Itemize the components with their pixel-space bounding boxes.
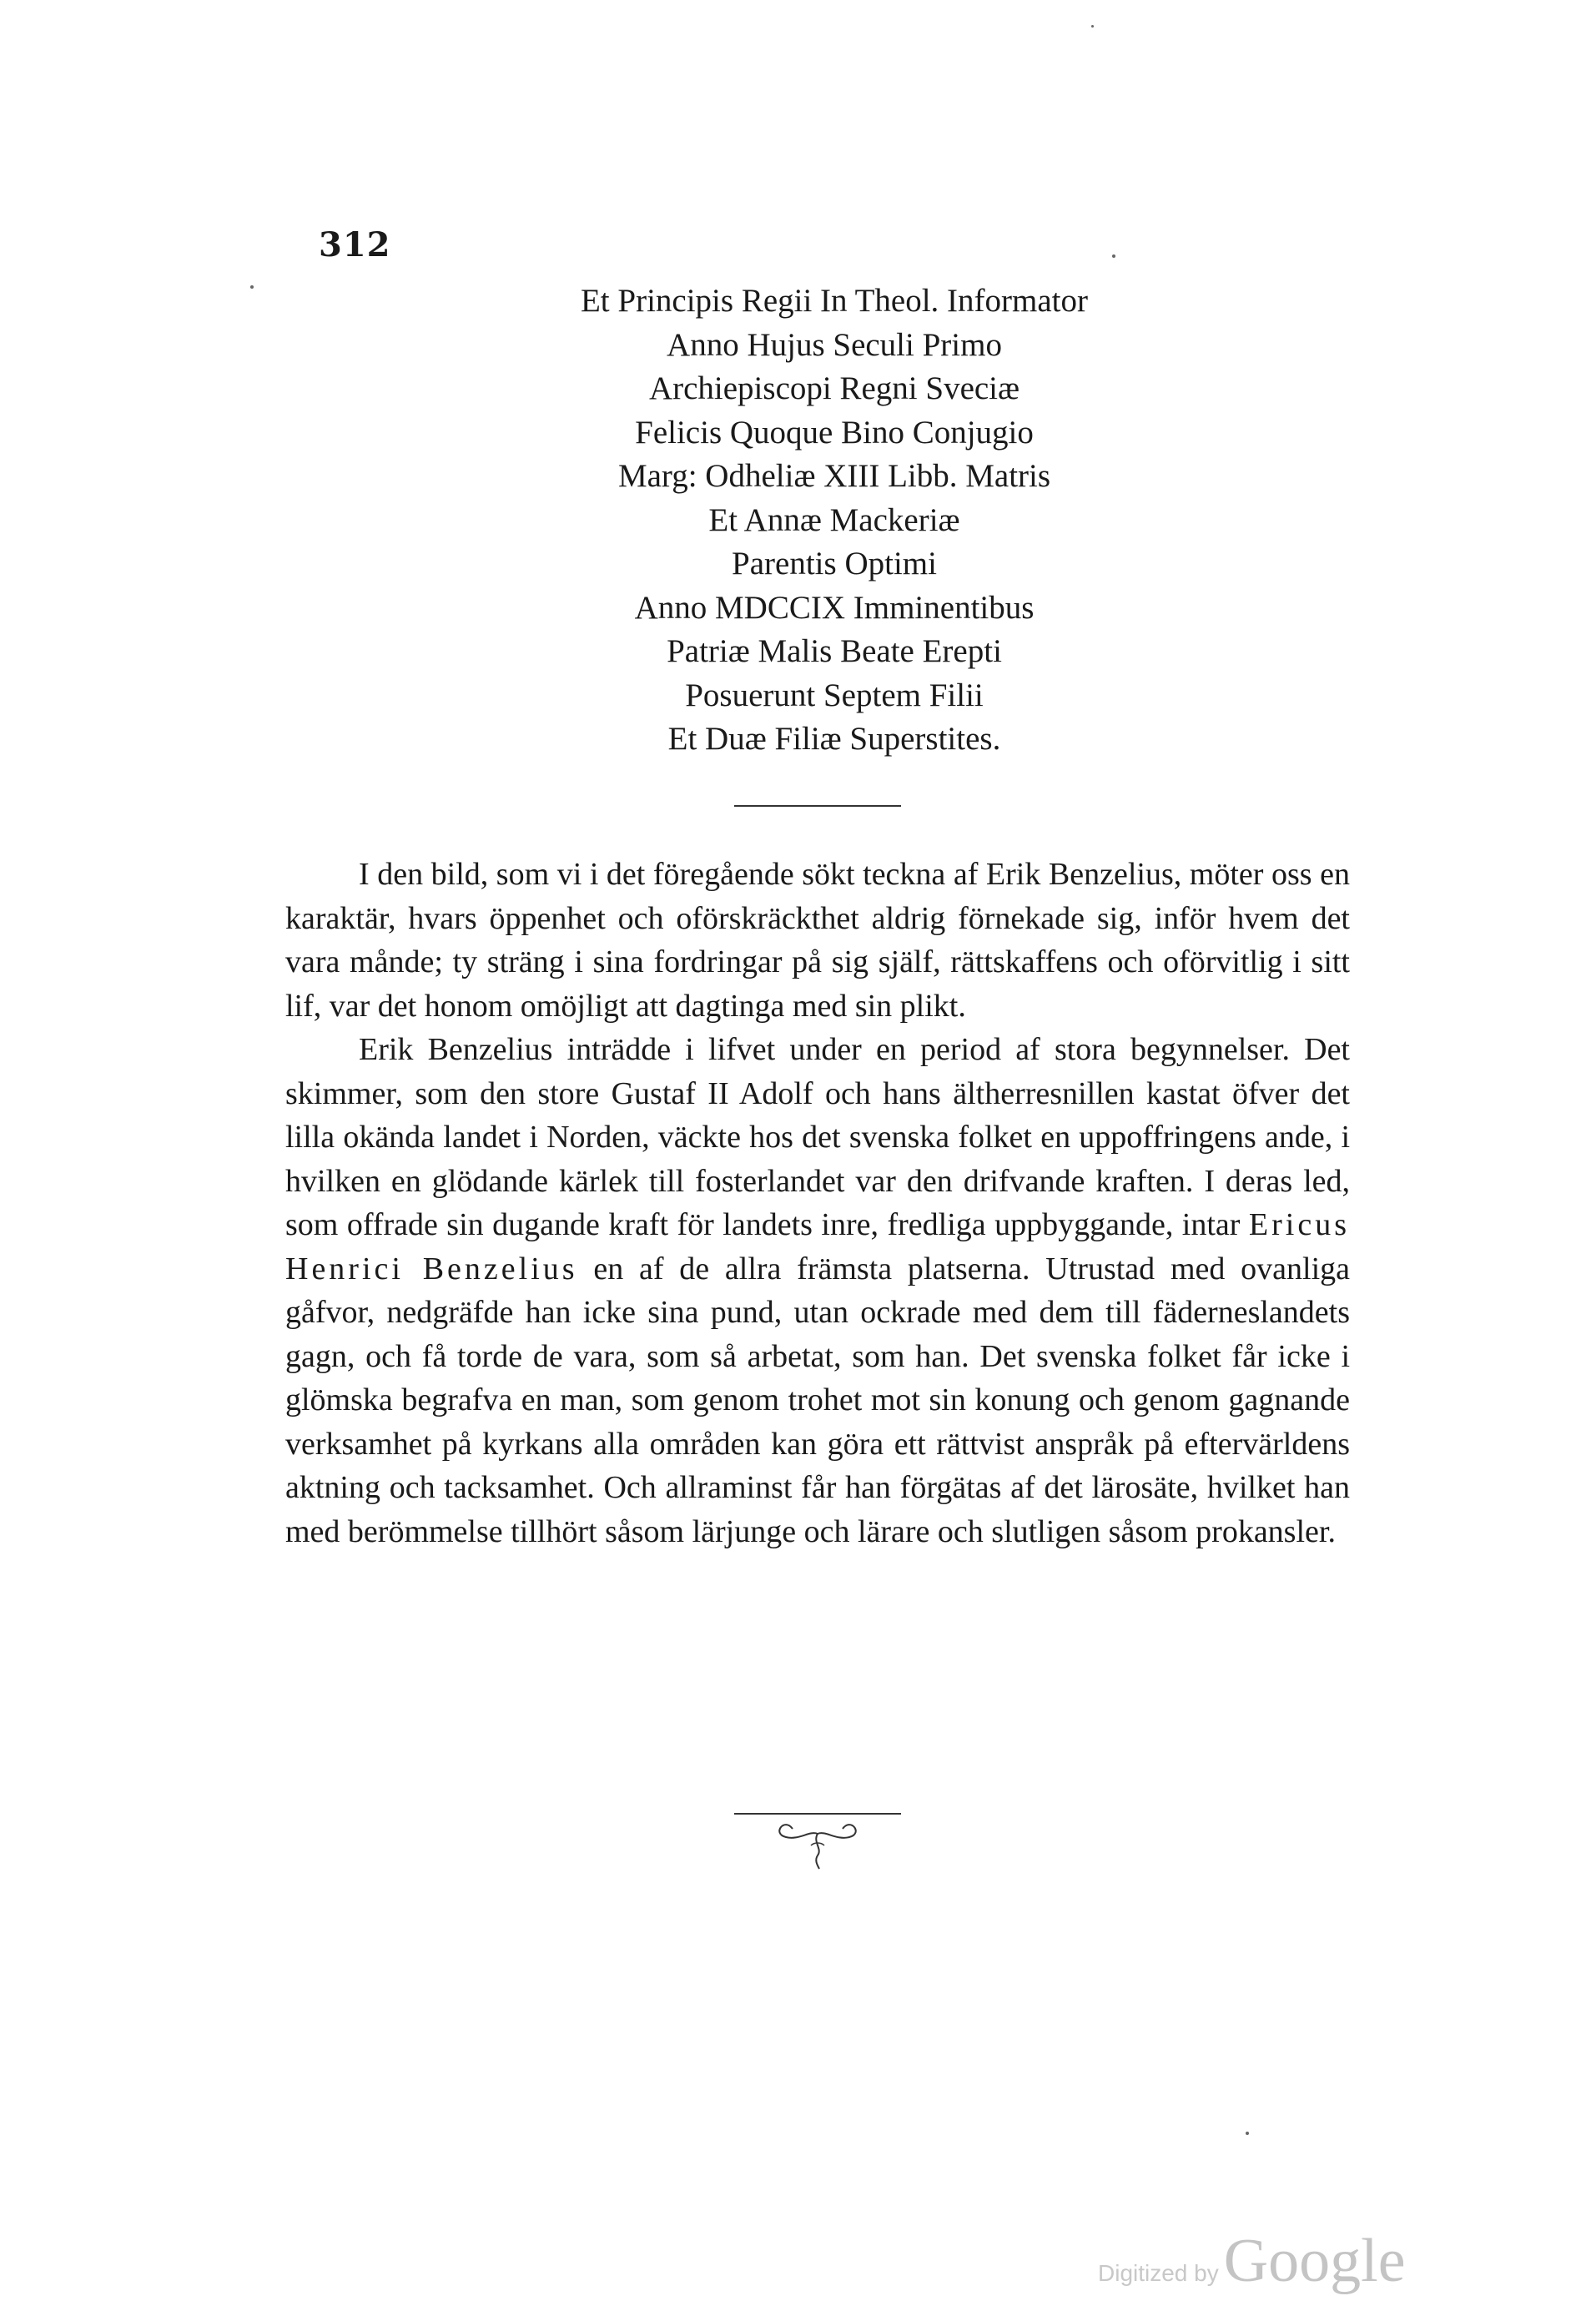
inscription-line: Felicis Quoque Bino Conjugio xyxy=(635,414,1034,451)
latin-inscription xyxy=(467,279,1201,762)
inscription-line: Parentis Optimi xyxy=(732,546,937,582)
google-logo-icon: Google xyxy=(1223,2227,1406,2295)
page-number: 312 xyxy=(319,225,391,264)
inscription-line: Anno Hujus Seculi Primo xyxy=(667,326,1002,363)
inscription-line: Marg: Odheliæ XIII Libb. Matris xyxy=(617,458,1051,494)
inscription-line: Anno MDCCIX Imminentibus xyxy=(634,589,1035,626)
paragraph: I den bild, som vi i det föregående sökt teckna af Erik Benzelius, möter oss en karaktär, hvars öppenhet och oförskräckthet aldrig förnekade sig, inför hvem det vara månde; ty sträng i sina fordringar på sig själf, rättskaffens och oförvitlig i sitt lif, var det honom omöjligt att dagtinga med sin plikt. xyxy=(285,857,1350,1024)
paragraph xyxy=(285,1028,1350,1553)
digitized-by-watermark xyxy=(1098,2226,1406,2297)
scan-speck xyxy=(1112,254,1115,258)
inscription-line: Patriæ Malis Beate Erepti xyxy=(667,633,1002,669)
inscription-line: Et Annæ Mackeriæ xyxy=(708,501,960,538)
inscription-line: Et Duæ Filiæ Superstites. xyxy=(667,721,1001,757)
paragraph-text: Erik Benzelius inträdde i lifvet under en period af stora begynnelser. Det skimmer, som den store Gustaf II Adolf och hans ältherresnillen kastat öfver det lilla okända landet i Norden, väckte hos det svenska folket en uppoffringens ande, i hvilken en glödande kärlek till fosterlandet var den drifvande kraften. I deras led, som offrade sin dugande kraft för landets inre, fredliga uppbyggande, intar xyxy=(285,1032,1350,1242)
scan-speck xyxy=(250,285,254,289)
body-text xyxy=(285,853,1350,1553)
paragraph-text: en af de allra främsta platserna. Utrustad med ovanliga gåfvor, nedgräfde han icke sina pund, utan ockrade med dem till fäderneslandets gagn, och få torde de vara, som så arbetat, som han. Det svenska folket får icke i glömska begrafva en man, som genom trohet mot sin konung och genom gagnande verksamhet på kyrkans alla områden kan göra ett rättvist anspråk på eftervärldens aktning och tacksamhet. Och allraminst får han förgätas af det lärosäte, hvilket han med berömmelse tillhört såsom lärjunge och lärare och slutligen såsom prokansler. xyxy=(285,1251,1350,1549)
inscription-line: Posuerunt Septem Filii xyxy=(685,677,984,713)
section-divider xyxy=(734,805,901,807)
person-name: Ericus Henrici Benzelius xyxy=(285,1207,1350,1286)
inscription-line: Et Principis Regii In Theol. Informator xyxy=(580,283,1088,319)
ornament-flourish-icon xyxy=(734,1809,901,1875)
scan-speck xyxy=(1091,25,1094,28)
scan-speck xyxy=(1246,2132,1249,2135)
inscription-line: Archiepiscopi Regni Sveciæ xyxy=(648,370,1020,406)
watermark-prefix: Digitized by xyxy=(1098,2260,1219,2286)
